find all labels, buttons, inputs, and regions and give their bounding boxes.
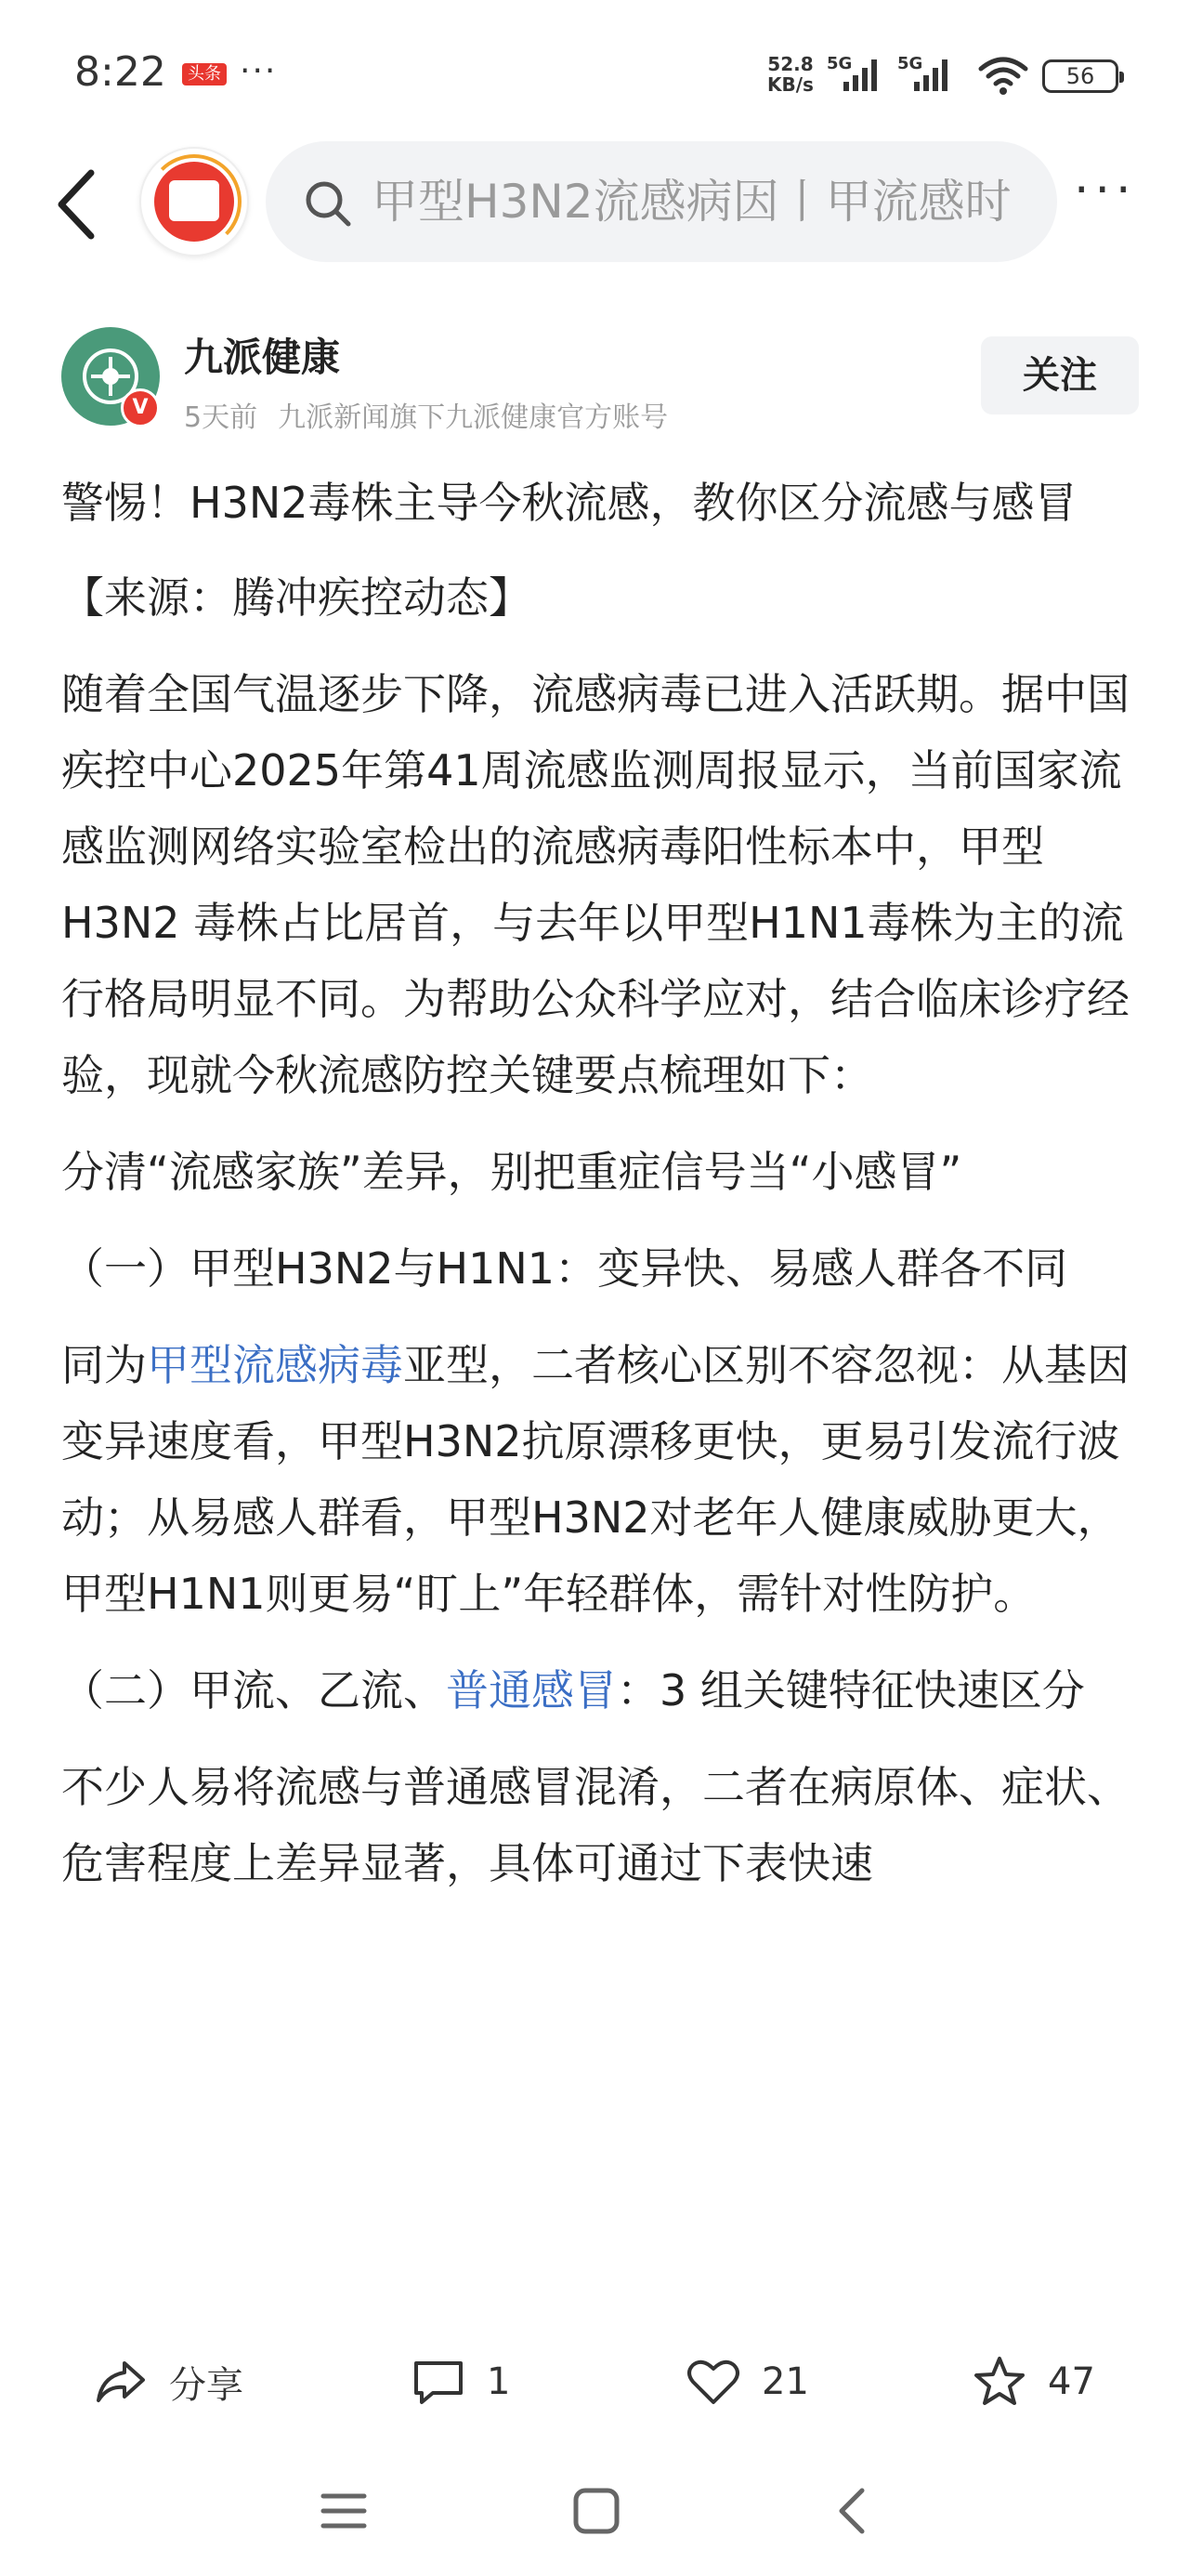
- article-subheading-1: （一）甲型H3N2与H1N1：变异快、易感人群各不同: [61, 1243, 1068, 1294]
- favorite-button[interactable]: [972, 2349, 1095, 2414]
- share-button[interactable]: [93, 2349, 243, 2414]
- para2-rest: 亚型，二者核心区别不容忽视：从基因变异速度看，甲型H3N2抗原漂移更快，更易引发流行波动；从易感人群看，甲型H3N2对老年人健康威胁更大，甲型H1N1则更易“盯上”年轻群体，需针对性防护。: [61, 1340, 1130, 1619]
- signal-icon: [842, 56, 882, 93]
- app-logo[interactable]: [139, 147, 249, 256]
- comment-count: 1: [487, 2360, 511, 2403]
- more-options-icon[interactable]: ···: [1074, 163, 1137, 218]
- system-nav-bar: [0, 2463, 1189, 2576]
- article-paragraph-1: 随着全国气温逐步下降，流感病毒已进入活跃期。据中国疾控中心2025年第41周流感监测周报显示，当前国家流感监测网络实验室检出的流感病毒阳性标本中，甲型H3N2 毒株占比居首，与去年以甲型H1N1毒株为主的流行格局明显不同。为帮助公众科学应对，结合临床诊疗经验，现就今秋流感防控关键要点梳理如下：: [61, 669, 1130, 1100]
- status-time: 8:22: [74, 48, 166, 96]
- like-button[interactable]: [686, 2349, 809, 2414]
- para2-prefix: 同为: [61, 1340, 147, 1390]
- battery-icon: 56: [1042, 59, 1118, 93]
- search-query[interactable]: 甲型H3N2流感病因丨甲流感时: [372, 175, 1012, 229]
- heart-icon: [686, 2354, 741, 2410]
- back-arrow-icon[interactable]: [45, 158, 110, 251]
- article-title: 警惕！H3N2毒株主导今秋流感，教你区分流感与感冒: [61, 478, 1078, 528]
- like-count: 21: [762, 2360, 809, 2403]
- subheading2-prefix: （二）甲流、乙流、: [61, 1665, 446, 1715]
- search-icon: [303, 178, 353, 229]
- menu-icon[interactable]: [316, 2483, 372, 2539]
- author-meta: [184, 394, 668, 435]
- network-speed: [767, 54, 814, 95]
- network-type-1: 5G: [827, 54, 853, 73]
- article-paragraph-3: 不少人易将流感与普通感冒混淆，二者在病原体、症状、危害程度上差异显著，具体可通过下表快速: [61, 1762, 1130, 1888]
- toutiao-badge-icon: 头条: [182, 63, 227, 85]
- favorite-count: 47: [1048, 2360, 1095, 2403]
- comment-button[interactable]: [411, 2349, 510, 2414]
- search-box[interactable]: [266, 141, 1057, 262]
- article-source: 【来源：腾冲疾控动态】: [61, 572, 531, 623]
- verified-badge: V: [121, 388, 160, 427]
- article-subheading-2: [61, 1652, 1139, 1728]
- logo-mark: [169, 180, 219, 221]
- network-speed-value: 52.8: [767, 53, 814, 75]
- author-description: 九派新闻旗下九派健康官方账号: [278, 401, 669, 434]
- follow-button[interactable]: 关注: [981, 336, 1139, 414]
- status-bar: [0, 0, 1189, 139]
- home-icon[interactable]: [568, 2483, 624, 2539]
- comment-icon: [411, 2354, 466, 2410]
- share-label: 分享: [169, 2363, 243, 2407]
- subheading2-rest: ：3 组关键特征快速区分: [617, 1665, 1085, 1715]
- network-type-2: 5G: [897, 54, 923, 73]
- author-name[interactable]: 九派健康: [184, 335, 341, 380]
- publish-time: 5天前: [184, 401, 258, 434]
- status-more-notifications: ···: [240, 52, 278, 90]
- signal-icon-2: [912, 56, 953, 93]
- share-icon: [93, 2354, 149, 2410]
- influenza-a-link[interactable]: 甲型流感病毒: [147, 1340, 403, 1390]
- article-body: [61, 465, 1139, 2300]
- star-icon: [972, 2354, 1027, 2410]
- common-cold-link[interactable]: 普通感冒: [446, 1665, 617, 1715]
- wifi-icon: [977, 56, 1029, 97]
- network-speed-unit: KB/s: [767, 73, 814, 96]
- action-bar: [0, 2331, 1189, 2433]
- article-heading-1: 分清“流感家族”差异，别把重症信号当“小感冒”: [61, 1147, 962, 1197]
- nav-back-icon[interactable]: [825, 2483, 881, 2539]
- article-paragraph-2: [61, 1327, 1139, 1632]
